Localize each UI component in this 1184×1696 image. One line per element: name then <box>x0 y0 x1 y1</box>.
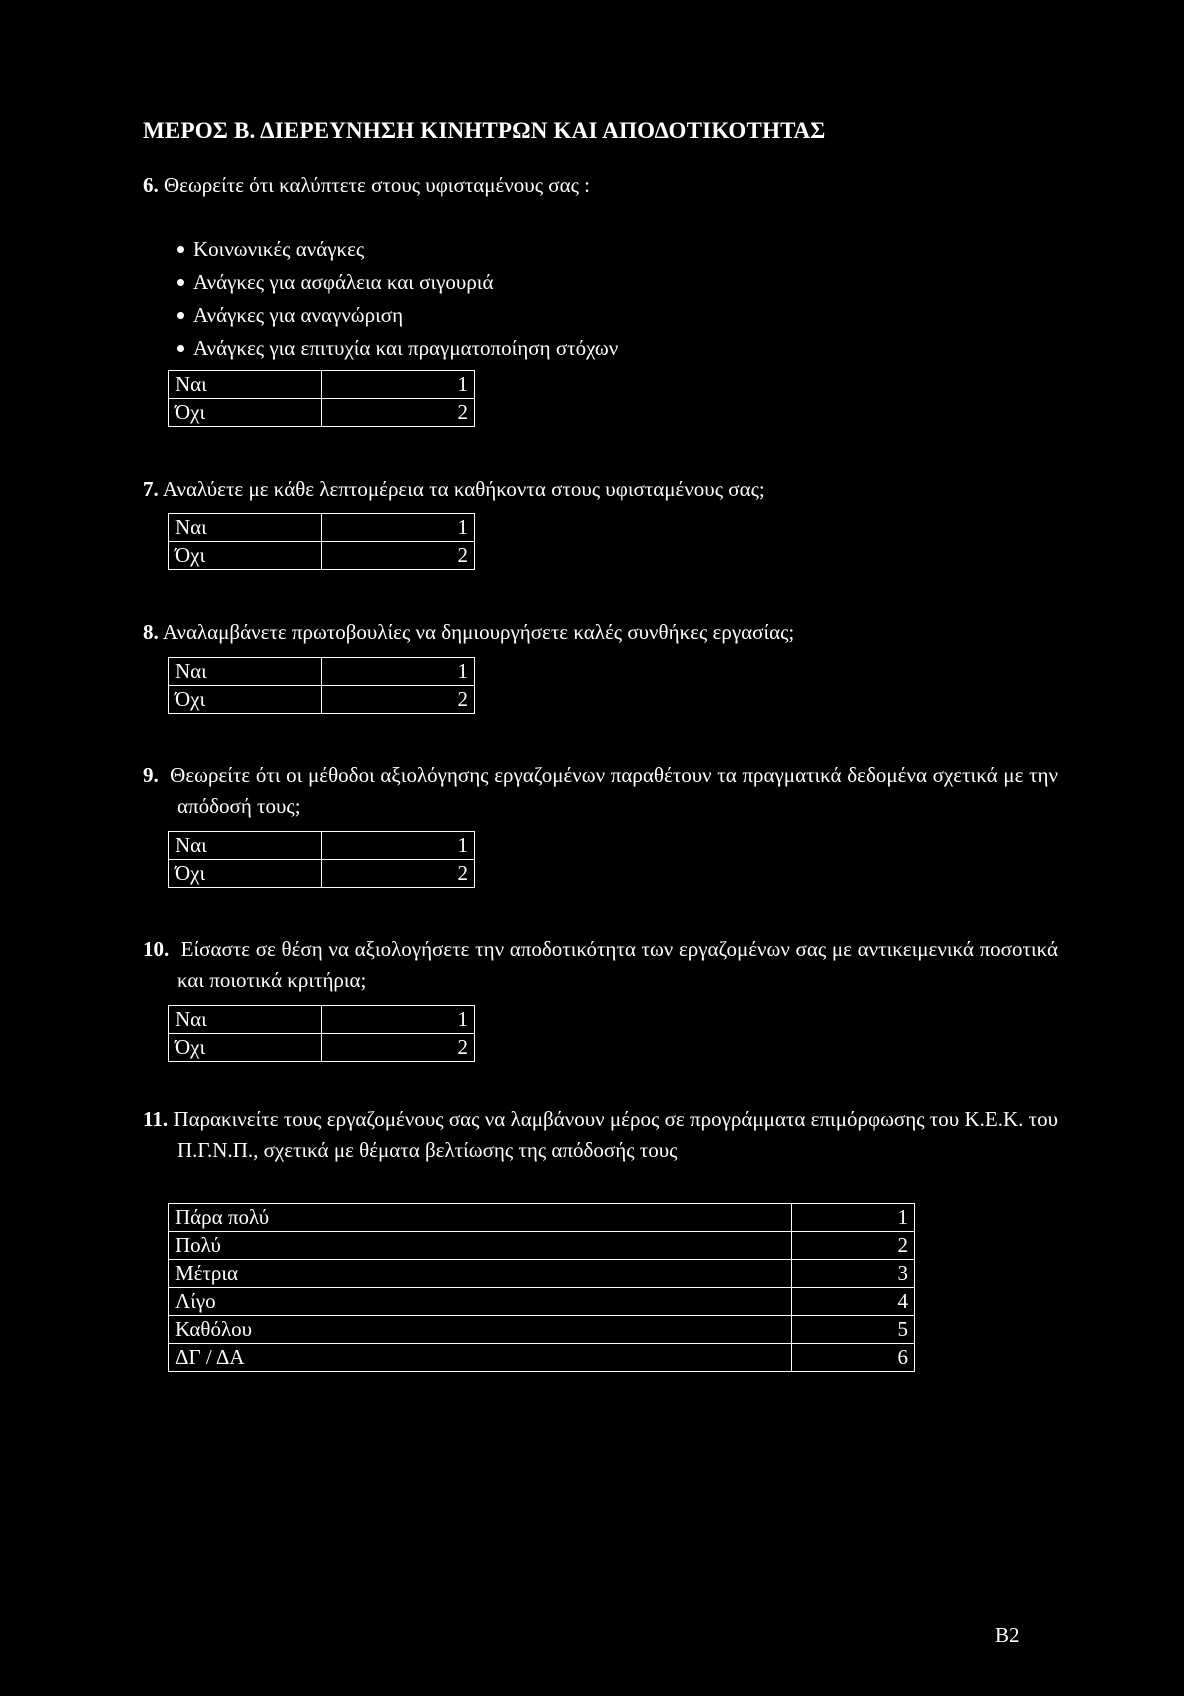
table-row[interactable] <box>169 1316 915 1344</box>
answer-label: Ναι <box>169 1006 322 1034</box>
answer-label: Ναι <box>169 371 322 399</box>
answer-code: 2 <box>322 399 475 427</box>
answer-label: Ναι <box>169 658 322 686</box>
question-text: Αναλύετε με κάθε λεπτομέρεια τα καθήκοντα στους υφισταμένους σας; <box>162 477 765 501</box>
table-row[interactable] <box>169 371 475 399</box>
table-row[interactable] <box>169 832 475 860</box>
answer-code: 4 <box>792 1288 915 1316</box>
answer-label: ΔΓ / ΔΑ <box>169 1344 792 1372</box>
question-text: Είσαστε σε θέση να αξιολογήσετε την αποδοτικότητα των εργαζομένων σας με αντικειμενικά ποσοτικά και ποιοτικά κριτήρια; <box>177 937 1058 992</box>
answer-table-11 <box>168 1203 915 1372</box>
question-text: Αναλαμβάνετε πρωτοβουλίες να δημιουργήσετε καλές συνθήκες εργασίας; <box>162 620 795 644</box>
question-number: 10. <box>143 937 170 961</box>
question-7 <box>143 474 1058 505</box>
answer-code: 2 <box>322 542 475 570</box>
question-9 <box>143 760 1058 822</box>
answer-label: Ναι <box>169 832 322 860</box>
answer-label: Όχι <box>169 1034 322 1062</box>
question-text: Παρακινείτε τους εργαζομένους σας να λαμβάνουν μέρος σε προγράμματα επιμόρφωσης του Κ.Ε.Κ. του Π.Γ.Ν.Π., σχετικά με θέματα βελτίωσης της απόδοσής τους <box>173 1107 1058 1162</box>
question-text: Θεωρείτε ότι καλύπτετε στους υφισταμένους σας : <box>164 173 590 197</box>
answer-label: Όχι <box>169 542 322 570</box>
page-number: B2 <box>995 1623 1020 1647</box>
question-number: 8. <box>143 620 159 644</box>
bullet-icon <box>177 312 184 319</box>
answer-code: 6 <box>792 1344 915 1372</box>
answer-label: Ναι <box>169 514 322 542</box>
section-title: ΜΕΡΟΣ Β. ΔΙΕΡΕΥΝΗΣΗ ΚΙΝΗΤΡΩΝ ΚΑΙ ΑΠΟΔΟΤΙΚΟΤΗΤΑΣ <box>143 118 826 143</box>
answer-code: 5 <box>792 1316 915 1344</box>
table-row[interactable] <box>169 399 475 427</box>
answer-code: 1 <box>792 1204 915 1232</box>
question-11 <box>143 1104 1058 1166</box>
answer-label: Μέτρια <box>169 1260 792 1288</box>
answer-table-8 <box>168 657 475 714</box>
table-row[interactable] <box>169 1232 915 1260</box>
question-6 <box>143 170 1058 201</box>
table-row[interactable] <box>169 514 475 542</box>
list-item: Ανάγκες για επιτυχία και πραγματοποίηση στόχων <box>177 332 618 365</box>
table-row[interactable] <box>169 1260 915 1288</box>
answer-code: 1 <box>322 371 475 399</box>
table-row[interactable] <box>169 1034 475 1062</box>
table-row[interactable] <box>169 1344 915 1372</box>
question-number: 7. <box>143 477 159 501</box>
bullet-icon <box>177 345 184 352</box>
answer-code: 1 <box>322 658 475 686</box>
question-8 <box>143 617 1058 648</box>
question-text: Θεωρείτε ότι οι μέθοδοι αξιολόγησης εργαζομένων παραθέτουν τα πραγματικά δεδομένα σχετικά με την απόδοσή τους; <box>170 763 1059 818</box>
list-item: Ανάγκες για ασφάλεια και σιγουριά <box>177 266 618 299</box>
answer-table-6 <box>168 370 475 427</box>
answer-label: Λίγο <box>169 1288 792 1316</box>
answer-label: Όχι <box>169 686 322 714</box>
answer-label: Όχι <box>169 860 322 888</box>
table-row[interactable] <box>169 658 475 686</box>
answer-code: 2 <box>322 686 475 714</box>
answer-code: 2 <box>322 1034 475 1062</box>
answer-code: 2 <box>792 1232 915 1260</box>
answer-code: 3 <box>792 1260 915 1288</box>
needs-list <box>177 233 618 365</box>
question-number: 11. <box>143 1107 169 1131</box>
answer-label: Όχι <box>169 399 322 427</box>
list-item: Κοινωνικές ανάγκες <box>177 233 618 266</box>
answer-label: Καθόλου <box>169 1316 792 1344</box>
answer-code: 1 <box>322 832 475 860</box>
answer-table-9 <box>168 831 475 888</box>
bullet-icon <box>177 246 184 253</box>
table-row[interactable] <box>169 860 475 888</box>
answer-code: 2 <box>322 860 475 888</box>
table-row[interactable] <box>169 1288 915 1316</box>
answer-table-10 <box>168 1005 475 1062</box>
table-row[interactable] <box>169 1204 915 1232</box>
question-10 <box>143 934 1058 996</box>
question-number: 9. <box>143 763 159 787</box>
bullet-icon <box>177 279 184 286</box>
table-row[interactable] <box>169 542 475 570</box>
answer-code: 1 <box>322 514 475 542</box>
question-number: 6. <box>143 173 159 197</box>
list-item: Ανάγκες για αναγνώριση <box>177 299 618 332</box>
answer-code: 1 <box>322 1006 475 1034</box>
answer-label: Πολύ <box>169 1232 792 1260</box>
answer-label: Πάρα πολύ <box>169 1204 792 1232</box>
table-row[interactable] <box>169 686 475 714</box>
answer-table-7 <box>168 513 475 570</box>
table-row[interactable] <box>169 1006 475 1034</box>
